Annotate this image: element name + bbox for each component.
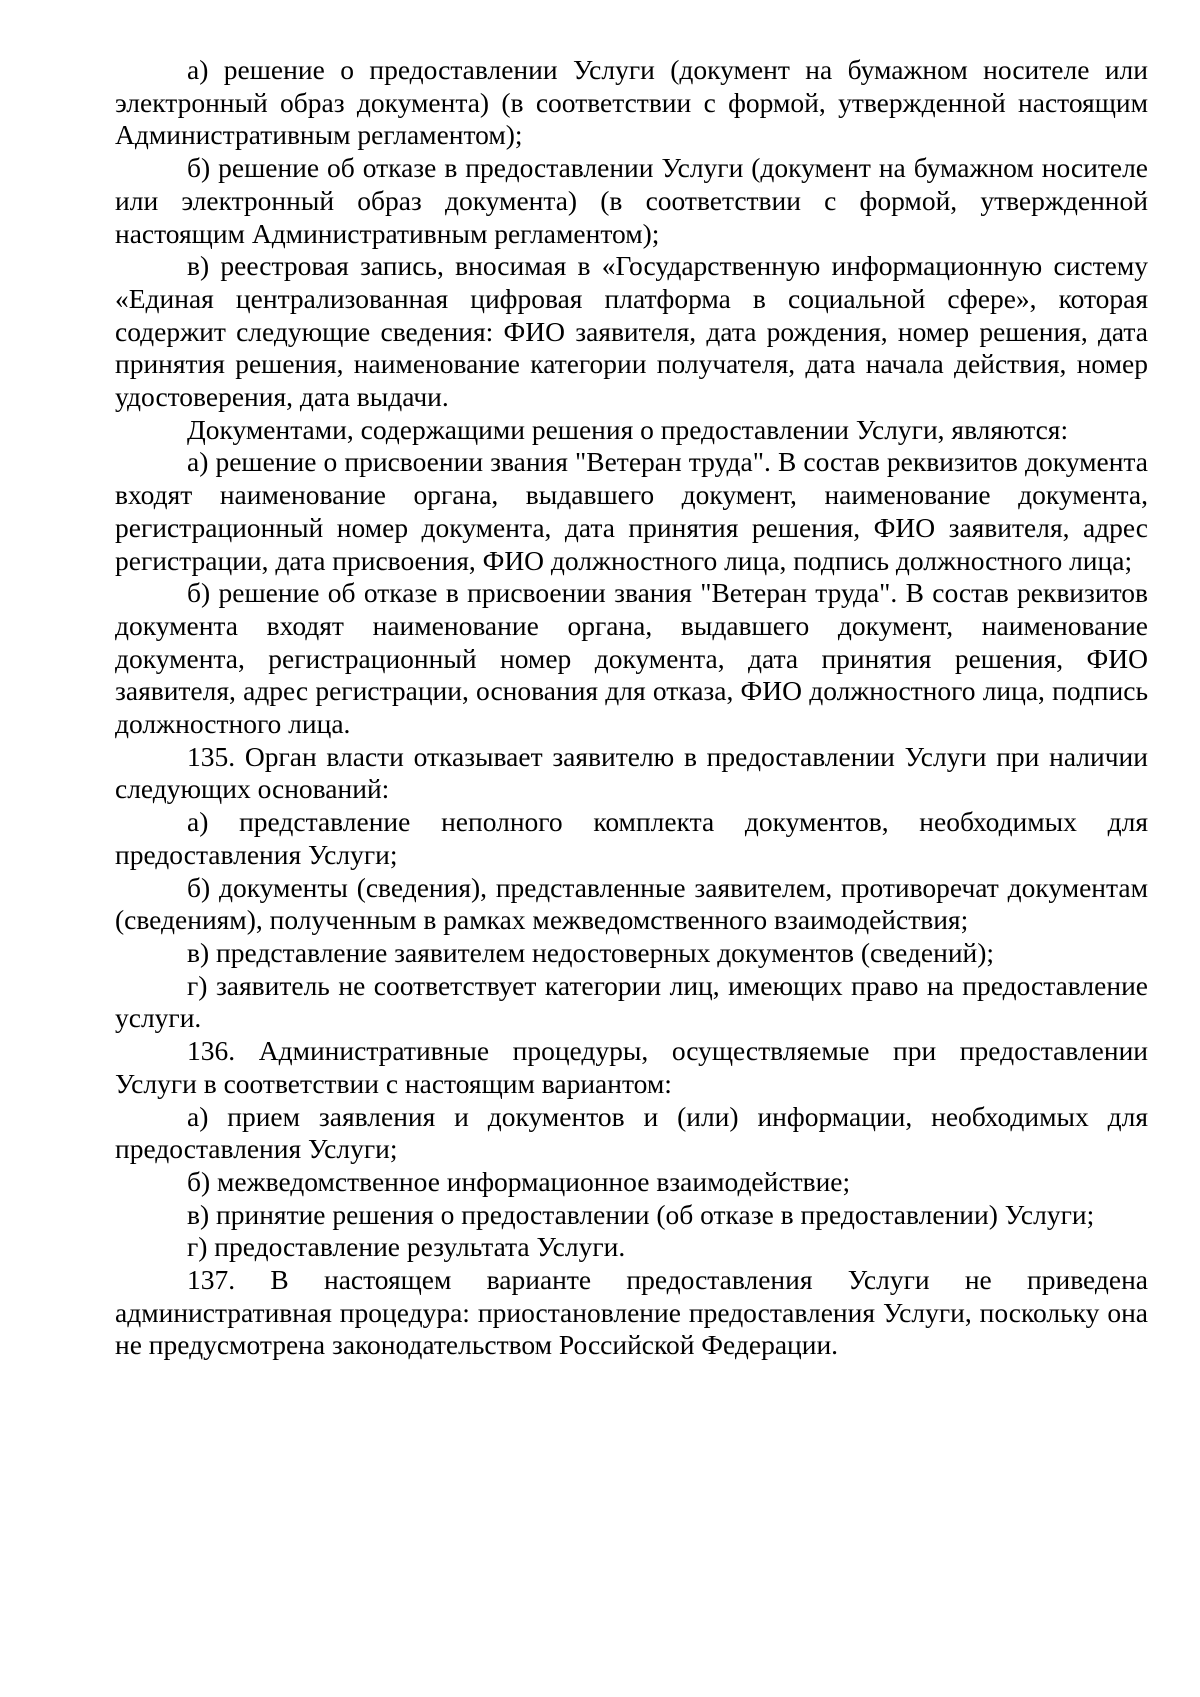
paragraph-procedure-v: в) принятие решения о предоставлении (об отказе в предоставлении) Услуги; [187, 1198, 1095, 1230]
paragraph-refusal-reason-b: б) документы (сведения), представленные заявителем, противоречат документам (сведениям), полученным в рамках межведомственного взаимодействия; [115, 871, 1148, 936]
paragraph-decision-award-refusal: б) решение об отказе в присвоении звания "Ветеран труда". В состав реквизитов документа входят наименование органа, выдавшего документ, наименование документа, регистрационный номер документа, дата принятия решения, ФИО заявителя, адрес регистрации, основания для отказа, ФИО должностного лица, подпись должностного лица. [115, 577, 1148, 740]
paragraph-refusal-reason-g: г) заявитель не соответствует категории лиц, имеющих право на предоставление услуги. [115, 969, 1148, 1034]
paragraph-procedure-g: г) предоставление результата Услуги. [187, 1231, 626, 1263]
paragraph-decision-award: а) решение о присвоении звания "Ветеран труда". В состав реквизитов документа входят наименование органа, выдавшего документ, наименование документа, регистрационный номер документа, дата принятия решения, ФИО заявителя, адрес регистрации, дата присвоения, ФИО должностного лица, подпись должностного лица; [115, 446, 1148, 576]
paragraph-refusal-reason-a: а) представление неполного комплекта документов, необходимых для предоставления Услуги; [115, 806, 1148, 870]
paragraph-item-135: 135. Орган власти отказывает заявителю в предоставлении Услуги при наличии следующих оснований: [115, 740, 1148, 805]
paragraph-procedure-a: а) прием заявления и документов и (или) информации, необходимых для предоставления Услуги; [115, 1100, 1148, 1165]
paragraph-result-registry-record: в) реестровая запись, вносимая в «Государственную информационную систему «Единая централизованная цифровая платформа в социальной сфере», которая содержит следующие сведения: ФИО заявителя, дата рождения, номер решения, дата принятия решения, наименование категории получателя, дата начала действия, номер удостоверения, дата выдачи. [115, 250, 1148, 413]
paragraph-result-decision-refusal: б) решение об отказе в предоставлении Услуги (документ на бумажном носителе или электронный образ документа) (в соответствии с формой, утвержденной настоящим Административным регламентом); [115, 152, 1148, 249]
paragraph-refusal-reason-v: в) представление заявителем недостоверных документов (сведений); [187, 936, 995, 968]
paragraph-item-137: 137. В настоящем варианте предоставления Услуги не приведена административная процедура: приостановление предоставления Услуги, поскольку она не предусмотрена законодательством Российской Федерации. [115, 1264, 1148, 1361]
paragraph-result-decision-grant: а) решение о предоставлении Услуги (документ на бумажном носителе или электронный образ документа) (в соответствии с формой, утвержденной настоящим Административным регламентом); [115, 54, 1148, 151]
document-page [115, 54, 1148, 1362]
paragraph-procedure-b: б) межведомственное информационное взаимодействие; [187, 1165, 851, 1197]
paragraph-item-136: 136. Административные процедуры, осуществляемые при предоставлении Услуги в соответствии с настоящим вариантом: [115, 1035, 1148, 1099]
paragraph-decision-documents-intro: Документами, содержащими решения о предоставлении Услуги, являются: [187, 413, 1069, 445]
